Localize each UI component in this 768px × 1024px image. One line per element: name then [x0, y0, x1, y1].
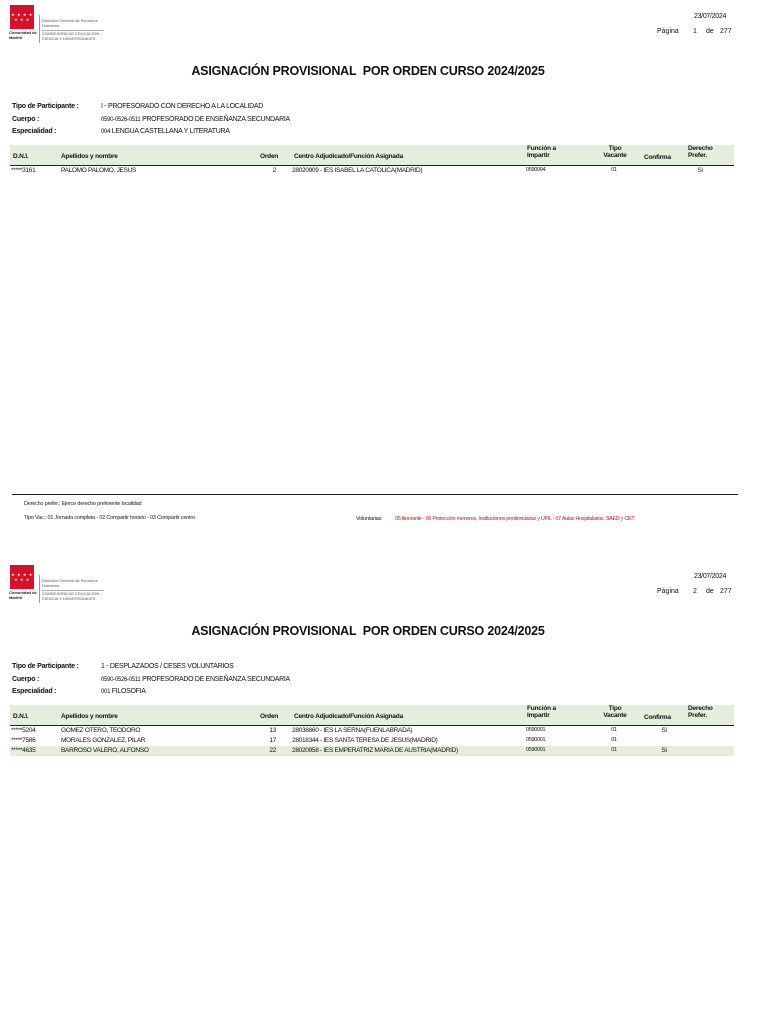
cell-centro: 28038860 - IES LA SERNA(FUENLABRADA) — [292, 727, 413, 734]
col-orden: Orden — [260, 713, 279, 720]
logo-separator — [39, 15, 40, 43]
col-apellidos-nombre: Apellidos y nombre — [61, 713, 118, 720]
cell-name: GOMEZ OTERO, TEODORO — [61, 727, 141, 734]
cell-funcion: 0590004 — [526, 167, 546, 173]
comunidad-madrid-logo — [9, 565, 105, 603]
col-centro: Centro Adjudicado/Función Asignada — [294, 153, 403, 160]
cuerpo-value: 0590-0526-0511 PROFESORADO DE ENSEÑANZA SECUNDARIA — [101, 676, 290, 683]
cell-funcion: 0590001 — [526, 747, 546, 753]
cell-funcion: 0590001 — [526, 737, 546, 743]
logo-direccion-text: Dirección General de Recursos Humanos — [42, 18, 98, 28]
madrid-flag-icon: ★ ★ ★ ★ ★ ★ ★ — [10, 565, 34, 589]
cuerpo-label: Cuerpo : — [12, 116, 40, 123]
tipo-participante-label: Tipo de Participante : — [12, 663, 79, 670]
cell-name: MORALES GONZALEZ, PILAR — [61, 737, 146, 744]
cell-name: BARROSO VALERO, ALFONSO — [61, 747, 149, 754]
table-row — [10, 746, 734, 756]
cell-funcion: 0590001 — [526, 727, 546, 733]
col-confirma: Confirma — [644, 154, 671, 161]
especialidad-label: Especialidad : — [12, 688, 57, 695]
especialidad-label: Especialidad : — [12, 128, 57, 135]
cell-tipo: 01 — [611, 727, 617, 733]
report-date: 23/07/2024 — [694, 13, 727, 20]
table-body — [10, 165, 734, 176]
cell-derecho: Si — [697, 167, 703, 174]
footer-tipo-vac-note: Tipo Vac.: 01 Jornada completa - 02 Compartir horario - 03 Compartir centro — [24, 515, 195, 521]
cell-orden: 22 — [269, 747, 276, 754]
col-dni: D.N.I. — [13, 713, 29, 720]
cell-tipo: 01 — [611, 747, 617, 753]
cell-centro: 28020958 - IES EMPERATRIZ MARIA DE AUSTRIA(MADRID) — [292, 747, 458, 754]
page-of-label: de — [706, 588, 714, 595]
comunidad-madrid-logo — [9, 5, 105, 43]
footer-divider — [12, 494, 738, 495]
tipo-participante-value: I - PROFESORADO CON DERECHO A LA LOCALIDAD — [101, 103, 264, 110]
col-derecho: Derecho Prefer. — [688, 145, 713, 159]
col-funcion: Función a Impartir — [527, 705, 556, 719]
especialidad-value: 004 LENGUA CASTELLANA Y LITERATURA — [101, 128, 230, 135]
cell-centro: 28018344 - IES SANTA TERESA DE JESUS(MADRID) — [292, 737, 438, 744]
cell-dni: *****3161 — [11, 167, 36, 174]
page-total: 277 — [720, 588, 732, 595]
table-body — [10, 725, 734, 756]
col-apellidos-nombre: Apellidos y nombre — [61, 153, 118, 160]
report-date: 23/07/2024 — [694, 573, 727, 580]
cell-dni: *****7586 — [11, 737, 36, 744]
table-header — [10, 145, 734, 165]
col-orden: Orden — [260, 153, 279, 160]
page-label: Página — [657, 28, 679, 35]
especialidad-value: 001 FILOSOFIA — [101, 688, 146, 695]
page-of-label: de — [706, 28, 714, 35]
col-confirma: Confirma — [644, 714, 671, 721]
tipo-participante-label: Tipo de Participante : — [12, 103, 79, 110]
cuerpo-value: 0590-0526-0511 PROFESORADO DE ENSEÑANZA SECUNDARIA — [101, 116, 290, 123]
tipo-participante-value: 1 - DESPLAZADOS / CESES VOLUNTARIOS — [101, 663, 234, 670]
logo-direccion-text: Dirección General de Recursos Humanos — [42, 578, 98, 588]
page-number: 2 — [693, 588, 697, 595]
logo-separator — [39, 575, 40, 603]
page-label: Página — [657, 588, 679, 595]
cell-orden: 13 — [269, 727, 276, 734]
col-dni: D.N.I. — [13, 153, 29, 160]
logo-comunidad-text: Comunidad de Madrid — [9, 30, 37, 40]
cell-orden: 17 — [269, 737, 276, 744]
col-tipo-vacante: Tipo Vacante — [603, 705, 627, 719]
cell-dni: *****4635 — [11, 747, 36, 754]
cell-dni: *****5204 — [11, 727, 36, 734]
table-row — [10, 165, 734, 176]
cell-tipo: 01 — [611, 737, 617, 743]
table-row — [10, 736, 734, 746]
logo-consejeria-text: CONSEJERÍA DE EDUCACIÓN, CIENCIA Y UNIVERSIDADES — [42, 31, 101, 41]
logo-comunidad-text: Comunidad de Madrid — [9, 590, 37, 600]
cell-tipo: 01 — [611, 167, 617, 173]
footer-derecho-note: Derecho prefer.: Ejerce derecho preferente localidad — [24, 501, 142, 507]
cell-centro: 28020909 - IES ISABEL LA CATOLICA(MADRID) — [292, 167, 423, 174]
page-number: 1 — [693, 28, 697, 35]
col-tipo-vacante: Tipo Vacante — [603, 145, 627, 159]
madrid-flag-icon: ★ ★ ★ ★ ★ ★ ★ — [10, 5, 34, 29]
footer-voluntarias-label: Voluntarias: — [356, 516, 383, 522]
col-centro: Centro Adjudicado/Función Asignada — [294, 713, 403, 720]
table-header — [10, 705, 734, 725]
logo-consejeria-text: CONSEJERÍA DE EDUCACIÓN, CIENCIA Y UNIVERSIDADES — [42, 591, 101, 601]
page-title: ASIGNACIÓN PROVISIONAL POR ORDEN CURSO 2024/2025 — [191, 64, 545, 78]
cuerpo-label: Cuerpo : — [12, 676, 40, 683]
col-funcion: Función a Impartir — [527, 145, 556, 159]
col-derecho: Derecho Prefer. — [688, 705, 713, 719]
cell-confirma: Si — [661, 747, 667, 754]
cell-orden: 2 — [272, 167, 276, 174]
footer-voluntarias-note: 05 Itinerante - 06 Protección menores, Instituciones penitenciarias y UFIL - 07 Aulas Hospitalarias, SAED y CET — [395, 516, 635, 522]
table-row — [10, 725, 734, 736]
cell-name: PALOMO PALOMO, JESUS — [61, 167, 137, 174]
cell-confirma: Si — [661, 727, 667, 734]
page-title: ASIGNACIÓN PROVISIONAL POR ORDEN CURSO 2024/2025 — [191, 624, 545, 638]
page-total: 277 — [720, 28, 732, 35]
